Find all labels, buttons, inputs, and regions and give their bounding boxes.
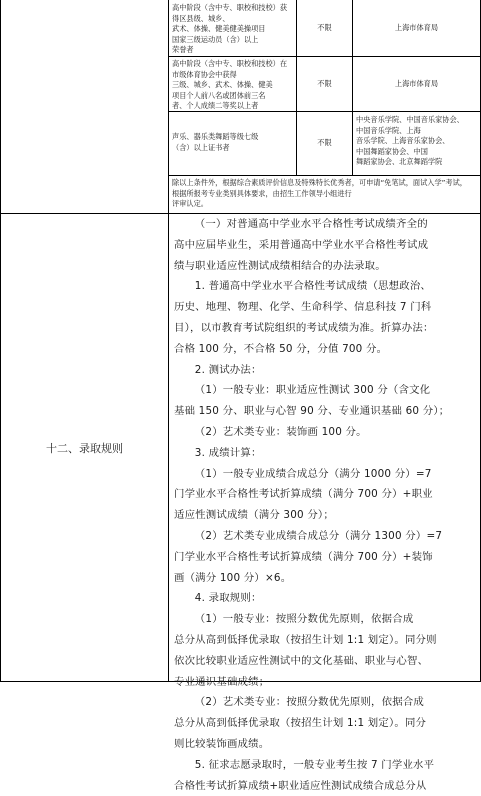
rule-line: 则比较装饰画成绩。	[174, 737, 270, 750]
row-divider-3	[168, 175, 480, 176]
rule-line: （1）一般专业：职业适应性测试 300 分（含文化	[194, 384, 431, 397]
rule-line: （1）一般专业成绩合成总分（满分 1000 分）=7	[194, 467, 432, 480]
condition-line: 高中阶段（含中专、职校和技校）在市级体育协会中获得	[172, 59, 288, 79]
rule-line: （2）艺术类专业成绩合成总分（满分 1300 分）=7	[194, 529, 443, 542]
issuer-line: 舞蹈家协会、北京舞蹈学院	[356, 157, 443, 167]
condition-line: 荣誉者	[172, 45, 194, 55]
rule-line: 合格 100 分，不合格 50 分，分值 700 分。	[174, 342, 388, 355]
rule-line: 历史、地理、物理、化学、生命科学、信息科技 7 门科	[174, 301, 432, 314]
rule-line: 目），以市教育考试院组织的考试成绩为准。折算办法：	[174, 321, 434, 334]
rule-line: 5. 征求志愿录取时，一般专业考生按 7 门学业水平	[194, 758, 435, 771]
note-line: 评审认定。	[172, 199, 208, 209]
rule-line: 总分从高到低择优录取（按招生计划 1:1 划定）。同分	[174, 717, 427, 730]
rule-line: 高中应届毕业生，采用普通高中学业水平合格性考试成	[174, 238, 429, 251]
limit-cell-3	[297, 112, 352, 175]
rule-line: 4. 录取规则：	[194, 592, 262, 605]
section-label: 十二、录取规则	[46, 441, 123, 455]
issuer-cell-2	[353, 57, 480, 111]
rule-line: （2）艺术类专业：装饰画 100 分。	[194, 425, 367, 438]
section-body	[174, 214, 478, 792]
rule-line: 总分从高到低择优录取（按招生计划 1:1 划定）。同分则	[174, 633, 437, 646]
issuer-line: 中央音乐学院、中国音乐家协会、	[356, 115, 464, 124]
rule-line: 适应性测试成绩（满分 300 分）；	[174, 509, 334, 522]
issuer-line: 音乐学院、上海音乐家协会、	[356, 136, 450, 146]
issuer-text: 上海市体育局	[394, 22, 439, 32]
limit-text: 不限	[317, 22, 332, 32]
rule-line: 合格性考试折算成绩+职业适应性测试成绩合成总分从	[174, 779, 427, 792]
condition-cell-3	[172, 132, 294, 162]
issuer-line: 中国舞蹈家协会、中国	[356, 146, 428, 156]
rule-line: 依次比较职业适应性测试中的文化基础、职业与心智、	[174, 654, 429, 667]
rule-line: 绩与职业适应性测试成绩相结合的办法录取。	[174, 259, 386, 272]
issuer-cell-3	[356, 115, 478, 173]
rule-line: 门学业水平合格性考试折算成绩（满分 700 分）+装饰	[174, 550, 433, 563]
issuer-cell-1	[353, 0, 480, 56]
condition-line: 国家三级运动员（含）以上	[172, 34, 259, 44]
rule-line: 门学业水平合格性考试折算成绩（满分 700 分）+职业	[174, 488, 433, 501]
note-line: 除以上条件外，根据综合素质评价信息及特殊特长优秀者，可申请“免笔试，面试入学”考试，	[172, 178, 467, 187]
rule-line: 2. 测试办法：	[194, 363, 262, 376]
condition-cell-2	[172, 59, 294, 111]
rule-line: 3. 成绩计算：	[194, 446, 262, 459]
condition-cell-1	[172, 3, 294, 55]
rule-line: （1）一般专业：按照分数优先原则，依据合成	[194, 613, 414, 626]
limit-cell-1	[297, 0, 352, 56]
condition-line: 声乐、器乐类舞蹈等级七级	[172, 132, 259, 141]
issuer-text: 上海市体育局	[394, 78, 439, 88]
limit-text: 不限	[317, 138, 332, 148]
condition-line: （含）以上证书者	[172, 142, 230, 152]
col-divider-left	[168, 0, 169, 682]
condition-line: 项目个人前八名或团体前三名	[172, 90, 266, 100]
rule-line: （2）艺术类专业：按照分数优先原则，依据合成	[194, 696, 425, 709]
limit-text: 不限	[317, 78, 332, 88]
condition-line: 者、个人成绩二等奖以上者	[172, 101, 259, 111]
rule-line: （一）对普通高中学业水平合格性考试成绩齐全的	[194, 218, 428, 230]
condition-line: 高中阶段（含中专、职校和技校）获得区县级、城乡、	[172, 3, 288, 23]
rule-line: 画（满分 100 分）×6。	[174, 571, 292, 584]
limit-cell-2	[297, 57, 352, 111]
rule-line: 专业通识基础成绩；	[174, 675, 270, 688]
rule-line: 基础 150 分、职业与心智 90 分、专业通识基础 60 分）；	[174, 405, 450, 418]
section-label-cell	[1, 214, 168, 681]
condition-line: 三级、城乡、武术、体操、健美	[172, 80, 273, 90]
condition-line: 武术、体操、健美健美操项目	[172, 24, 266, 34]
note-line: 根据所报考专业类别具体要求，由招生工作领导小组进行	[172, 188, 352, 198]
note-cell	[172, 178, 478, 212]
issuer-line: 中国音乐学院、上海	[356, 125, 421, 135]
rule-line: 1. 普通高中学业水平合格性考试成绩（思想政治、	[194, 280, 432, 293]
